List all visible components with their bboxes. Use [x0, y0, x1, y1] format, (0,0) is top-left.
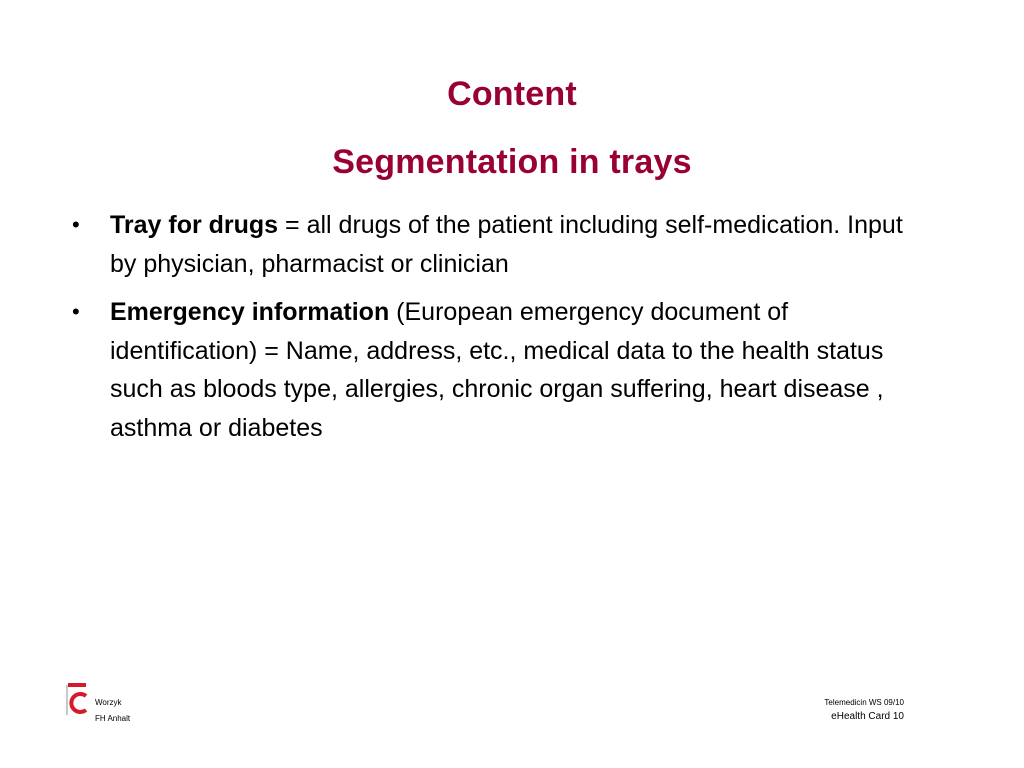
bullet-item-emergency-information — [72, 293, 932, 447]
bullet-term: Emergency information — [110, 298, 390, 326]
footer-institution: FH Anhalt — [95, 714, 131, 723]
footer-right — [824, 697, 904, 725]
bullet-text: = all drugs of the patient including self-medication. Input by physician, pharmacist or clinician — [110, 211, 903, 278]
bullet-item-tray-for-drugs — [72, 206, 932, 283]
bullet-term: Tray for drugs — [110, 211, 279, 239]
slide-subtitle: Segmentation in trays — [332, 143, 692, 181]
fh-anhalt-logo-icon — [66, 683, 90, 717]
footer-page-label: eHealth Card 10 — [831, 711, 904, 722]
slide-title: Content — [447, 75, 577, 113]
footer-course: Telemedicin WS 09/10 — [824, 698, 904, 707]
footer-author: Worzyk — [95, 698, 122, 707]
bullet-text: (European emergency document of identification) = Name, address, etc., medical data to the health status such as bloods type, allergies, chronic organ suffering, heart disease , asthma or diabetes — [110, 298, 884, 442]
footer-left — [95, 695, 130, 727]
bullet-icon: • — [72, 299, 80, 324]
bullet-list — [72, 206, 932, 457]
bullet-icon: • — [72, 212, 80, 237]
